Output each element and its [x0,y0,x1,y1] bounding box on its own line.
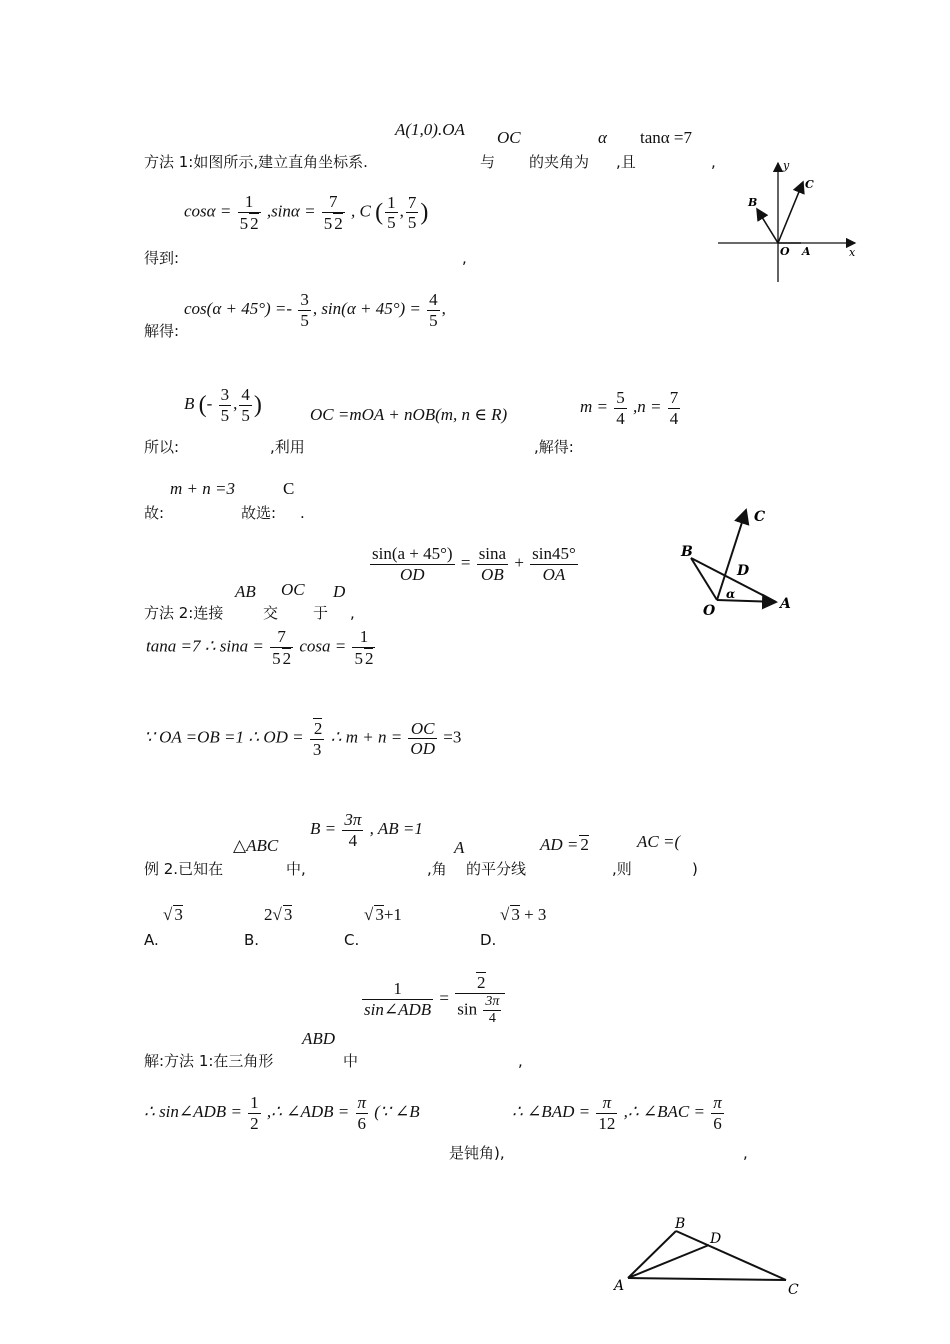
option-D-label[interactable]: D. [480,931,497,949]
label-B: B [748,196,758,209]
method1-solve: 解得: [144,322,180,340]
ex2-AD: AD = 2 [540,835,589,854]
label-x: x [849,246,856,259]
label-y: y [783,159,790,172]
formula-cos-sin-sum: cos(α + 45°) =- $\frac{3}{5}$ , sin(α + 45°) = $\frac{4}{5}$ , [184,290,446,330]
ex2-AC: AC =( [637,832,681,851]
label-C: C [805,178,814,191]
formula-angle-chain-1: ∴ sin∠ADB = $\frac{1}{2}$ ,∴ ∠ADB = $\frac{\pi}{6}$ (∵ ∠B [144,1093,420,1133]
vector-OC [778,182,803,243]
label-O: O [780,245,790,258]
method1-intro: 方法 1:如图所示,建立直角坐标系. [144,153,368,171]
solution-word-zhong: 中 [343,1052,359,1070]
formula-tan-alpha: tanα =7 [640,128,693,147]
option-B-label[interactable]: B. [244,931,260,949]
vector-OB [757,209,778,243]
segment-AC [628,1278,786,1280]
ex2-word-jiao: ,角 [427,860,447,878]
ex2-intro: 例 2.已知在 [144,860,224,878]
method2-word-jiao: 交 [263,604,279,622]
figure-triangle-ABC [610,1210,810,1300]
method2-comma: , [350,604,355,622]
method1-word-angle: 的夹角为 [529,153,590,171]
label-D: D [710,1231,722,1247]
solution-comma: , [518,1052,523,1070]
formula-OC: OC [497,128,521,147]
formula-OC-decomp: OC =mOA + nOB(m, n ∈ R) [310,405,508,424]
formula-m-n: m = $\frac{5}{4}$ ,n = $\frac{7}{4}$ [580,388,679,428]
formula-angle-chain-2: ∴ ∠BAD = $\frac{\pi}{12}$ ,∴ ∠BAC = $\frac{\pi}{6}$ [512,1093,722,1133]
ex2-word-bisector: 的平分线 [466,860,527,878]
segment-AB [628,1231,676,1278]
label-O: O [703,603,716,619]
segment-AD [628,1245,709,1278]
solution-obtuse: 是钝角), [449,1144,505,1162]
ex2-word-zhong: 中, [286,860,306,878]
formula-sine-law-ABD: $\frac{1}{\text{sin∠ADB}}$ = 2 sin $\frac{3\pi}{4}$ [360,972,507,1027]
m2-OC: OC [281,580,305,599]
option-A-value: √ 3 [163,905,183,924]
formula-B-coord: B (- $\frac{3}{5}$ , $\frac{4}{5}$ ) [184,385,262,425]
formula-m-plus-n: m + n =3 [170,479,235,498]
option-B-value: 2√ 3 [264,905,293,924]
formula-OA-OB-OD: ∵ OA =OB =1 ∴ OD = $\frac{2}{3}$ ∴ m + n = $\frac{OC}{OD}$ =3 [144,718,462,759]
ex2-A: A [454,838,465,857]
label-alpha: α [726,587,736,601]
method1-period: . [300,504,305,522]
method1-word-yu: 与 [480,153,496,171]
option-A-label[interactable]: A. [144,931,159,949]
label-A: A [614,1278,625,1294]
option-C-value: √ 3+1 [364,905,402,924]
method1-so: 所以: [144,438,180,456]
m2-AB: AB [235,582,256,601]
label-B: B [681,544,693,560]
formula-tan-sin-cos: tana =7 ∴ sina = $\frac{7}{5 2}$ cosa = $\frac{1}{5 2}$ [146,627,374,668]
figure-coordinate-system [715,157,865,287]
answer-C: C [283,479,295,498]
method1-use: ,利用 [270,438,305,456]
method2-word-yu: 于 [313,604,329,622]
formula-cos-sin-C: cosα = $\frac{1}{5 2}$ ,sinα = $\frac{7}{5 2}$ , C ( $\frac{1}{5}$ , $\frac{7}{5}$ ) [184,192,429,233]
method1-comma: , [711,153,716,171]
method1-got: 得到: [144,249,180,267]
label-D: D [737,563,750,579]
figure-triangle-OAB [672,500,802,622]
ex2-given-B-AB: B = $\frac{3\pi}{4}$ , AB =1 [310,810,423,850]
formula-A-OA: A(1,0).OA [395,120,465,139]
formula-sine-ratio: $\frac{\sin(a + 45^\circ)}{OD}$ = $\frac{\sin a}{OB}$ + $\frac{\sin 45^\circ}{OA}$ [372,544,576,584]
method1-comma2: , [462,249,467,267]
label-C: C [754,509,766,525]
label-A: A [802,245,811,258]
ex2-triangle: △ABC [233,836,279,855]
formula-alpha: α [598,128,607,147]
option-C-label[interactable]: C. [344,931,360,949]
m2-D: D [333,582,346,601]
ex2-close-paren: ) [692,860,698,878]
ex2-word-ze: ,则 [612,860,632,878]
solution-intro: 解:方法 1:在三角形 [144,1052,274,1070]
segment-BC [676,1231,786,1280]
method1-word-and: ,且 [616,153,636,171]
label-C: C [788,1282,799,1298]
solution-comma2: , [743,1144,748,1162]
method1-solved: ,解得: [534,438,574,456]
label-A: A [780,596,791,612]
method2-intro: 方法 2:连接 [144,604,224,622]
method1-choose: 故选: [241,504,277,522]
option-D-value: √ 3 + 3 [500,905,547,924]
solution-ABD: ABD [302,1029,336,1048]
label-B: B [675,1216,686,1232]
method1-therefore: 故: [144,504,165,522]
